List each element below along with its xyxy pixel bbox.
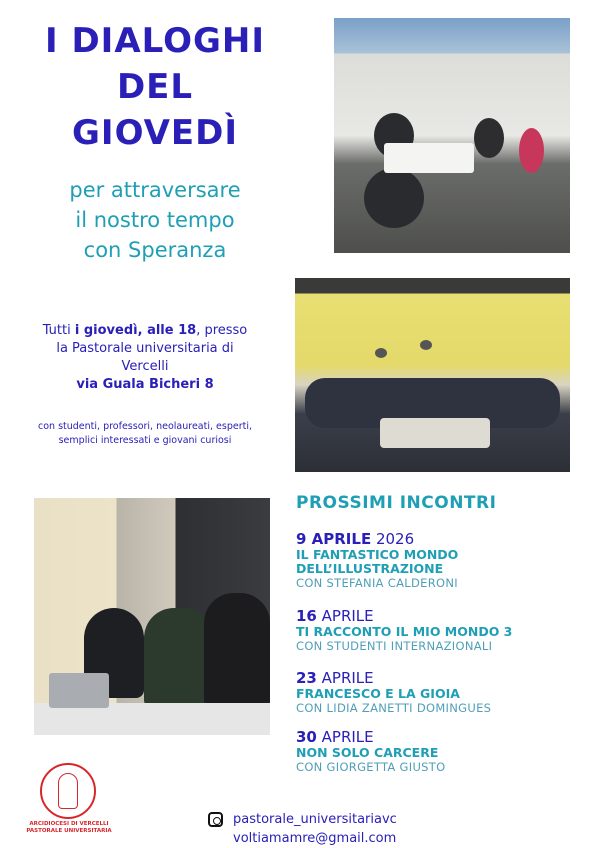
logo-caption-line: PASTORALE UNIVERSITARIA bbox=[26, 828, 112, 834]
event-date: 23 bbox=[296, 669, 317, 687]
event-month: APRILE bbox=[316, 669, 374, 687]
event-date: 30 bbox=[296, 728, 317, 746]
title-line: DEL bbox=[116, 67, 194, 107]
logo-caption bbox=[24, 821, 114, 835]
subtitle-line: con Speranza bbox=[83, 238, 227, 262]
schedule-info bbox=[0, 322, 290, 394]
event-title: DELL’ILLUSTRAZIONE bbox=[296, 561, 444, 576]
info-time: i giovedì, alle 18 bbox=[74, 323, 197, 338]
event-year: 2026 bbox=[371, 530, 415, 548]
poster-title bbox=[0, 18, 310, 156]
instagram-handle-link[interactable]: pastorale_universitariavc bbox=[233, 812, 397, 827]
subtitle-line: per attraversare bbox=[69, 178, 241, 202]
logo-caption-line: ARCIDIOCESI DI VERCELLI bbox=[29, 821, 109, 827]
photo-outdoor-group bbox=[334, 18, 570, 253]
title-line: GIOVEDÌ bbox=[72, 113, 238, 153]
info-address: via Guala Bicheri 8 bbox=[76, 377, 214, 392]
event-speaker: CON GIORGETTA GIUSTO bbox=[296, 760, 446, 774]
event-date: 9 APRILE bbox=[296, 530, 372, 548]
event-title: IL FANTASTICO MONDO bbox=[296, 547, 459, 562]
event-title: NON SOLO CARCERE bbox=[296, 745, 439, 760]
audience-line: semplici interessati e giovani curiosi bbox=[58, 435, 232, 446]
photo-students-laptops bbox=[34, 498, 270, 735]
event-month: APRILE bbox=[316, 728, 374, 746]
event-speaker: CON STUDENTI INTERNAZIONALI bbox=[296, 639, 493, 653]
event-month: APRILE bbox=[316, 607, 374, 625]
event-item bbox=[296, 670, 491, 715]
contacts bbox=[233, 810, 397, 848]
email-link[interactable]: voltiamamre@gmail.com bbox=[233, 831, 397, 846]
instagram-icon bbox=[208, 812, 223, 827]
audience-text bbox=[0, 420, 290, 448]
event-date: 16 bbox=[296, 607, 317, 625]
event-title: FRANCESCO E LA GIOIA bbox=[296, 686, 460, 701]
event-title: TI RACCONTO IL MIO MONDO 3 bbox=[296, 624, 513, 639]
event-item bbox=[296, 608, 512, 653]
info-text: la Pastorale universitaria di bbox=[56, 341, 234, 356]
title-line: I DIALOGHI bbox=[44, 21, 266, 61]
info-text: Tutti bbox=[42, 323, 75, 338]
events-heading: PROSSIMI INCONTRI bbox=[296, 493, 497, 513]
event-item bbox=[296, 531, 458, 590]
poster-subtitle bbox=[0, 175, 310, 265]
photo-indoor-group bbox=[295, 278, 570, 472]
diocese-seal-logo bbox=[40, 763, 96, 819]
subtitle-line: il nostro tempo bbox=[75, 208, 235, 232]
info-text: , presso bbox=[196, 323, 248, 338]
audience-line: con studenti, professori, neolaureati, esperti, bbox=[38, 421, 252, 432]
event-item bbox=[296, 729, 445, 774]
event-speaker: CON STEFANIA CALDERONI bbox=[296, 576, 458, 590]
event-speaker: CON LIDIA ZANETTI DOMINGUES bbox=[296, 701, 492, 715]
info-text: Vercelli bbox=[121, 359, 169, 374]
